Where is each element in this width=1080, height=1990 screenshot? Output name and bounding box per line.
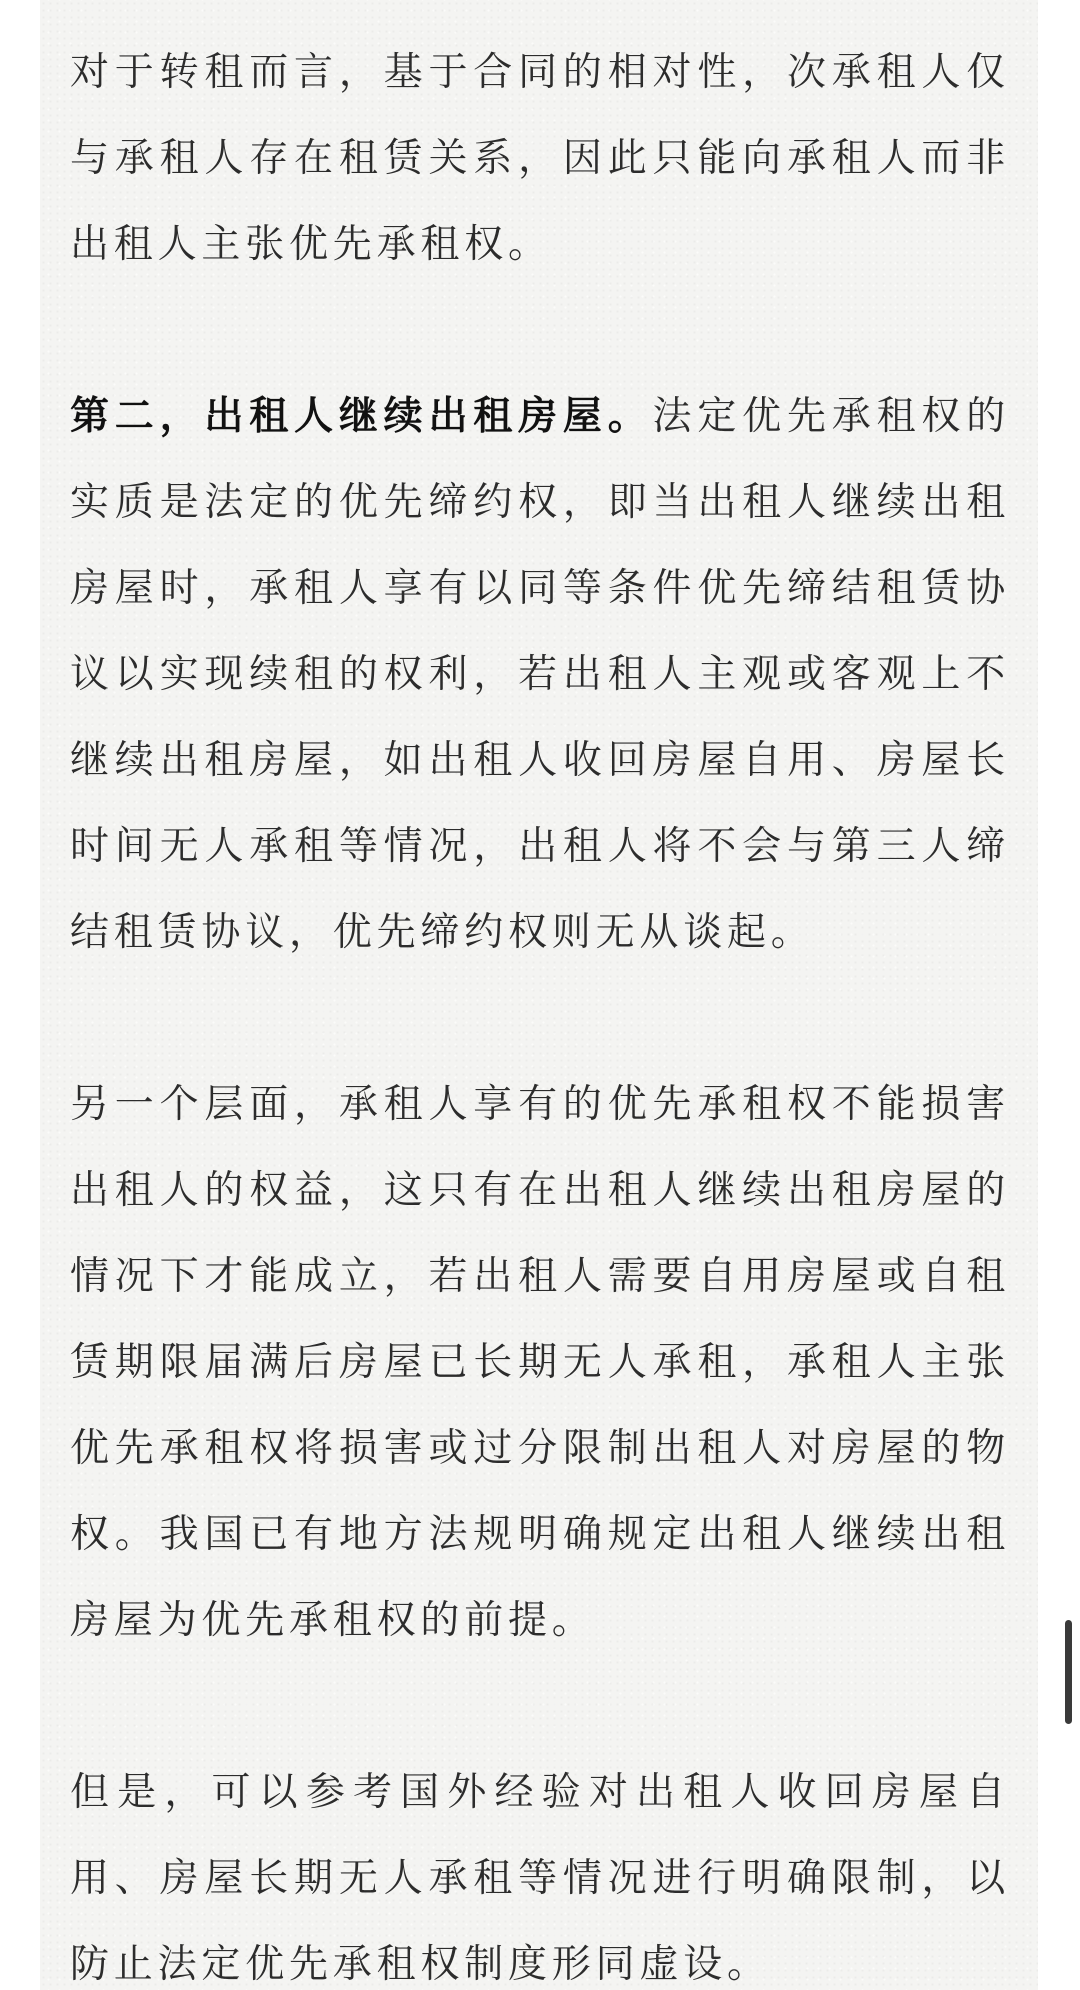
scrollbar-thumb[interactable] (1065, 1620, 1072, 1724)
paragraph-sublease-text: 对于转租而言，基于合同的相对性，次承租人仅与承租人存在租赁关系，因此只能向承租人而非出租人主张优先承租权。 (70, 50, 1010, 267)
section-heading-second: 第二，出租人继续出租房屋。 (70, 394, 653, 439)
paragraph-foreign-experience-text: 但是，可以参考国外经验对出租人收回房屋自用、房屋长期无人承租等情况进行明确限制，以防止法定优先承租权制度形同虚设。 (70, 1770, 1010, 1987)
paragraph-foreign-experience (70, 1750, 1010, 1990)
article-body (70, 30, 1010, 1990)
paragraph-lessor-rights (70, 1062, 1010, 1664)
paragraph-lessor-rights-text: 另一个层面，承租人享有的优先承租权不能损害出租人的权益，这只有在出租人继续出租房屋的情况下才能成立，若出租人需要自用房屋或自租赁期限届满后房屋已长期无人承租，承租人主张优先承租权将损害或过分限制出租人对房屋的物权。我国已有地方法规明确规定出租人继续出租房屋为优先承租权的前提。 (70, 1082, 1010, 1643)
paragraph-continue-lease-text: 法定优先承租权的实质是法定的优先缔约权，即当出租人继续出租房屋时，承租人享有以同等条件优先缔结租赁协议以实现续租的权利，若出租人主观或客观上不继续出租房屋，如出租人收回房屋自用、房屋长时间无人承租等情况，出租人将不会与第三人缔结租赁协议，优先缔约权则无从谈起。 (70, 394, 1010, 955)
paragraph-sublease (70, 30, 1010, 288)
paragraph-continue-lease (70, 374, 1010, 976)
